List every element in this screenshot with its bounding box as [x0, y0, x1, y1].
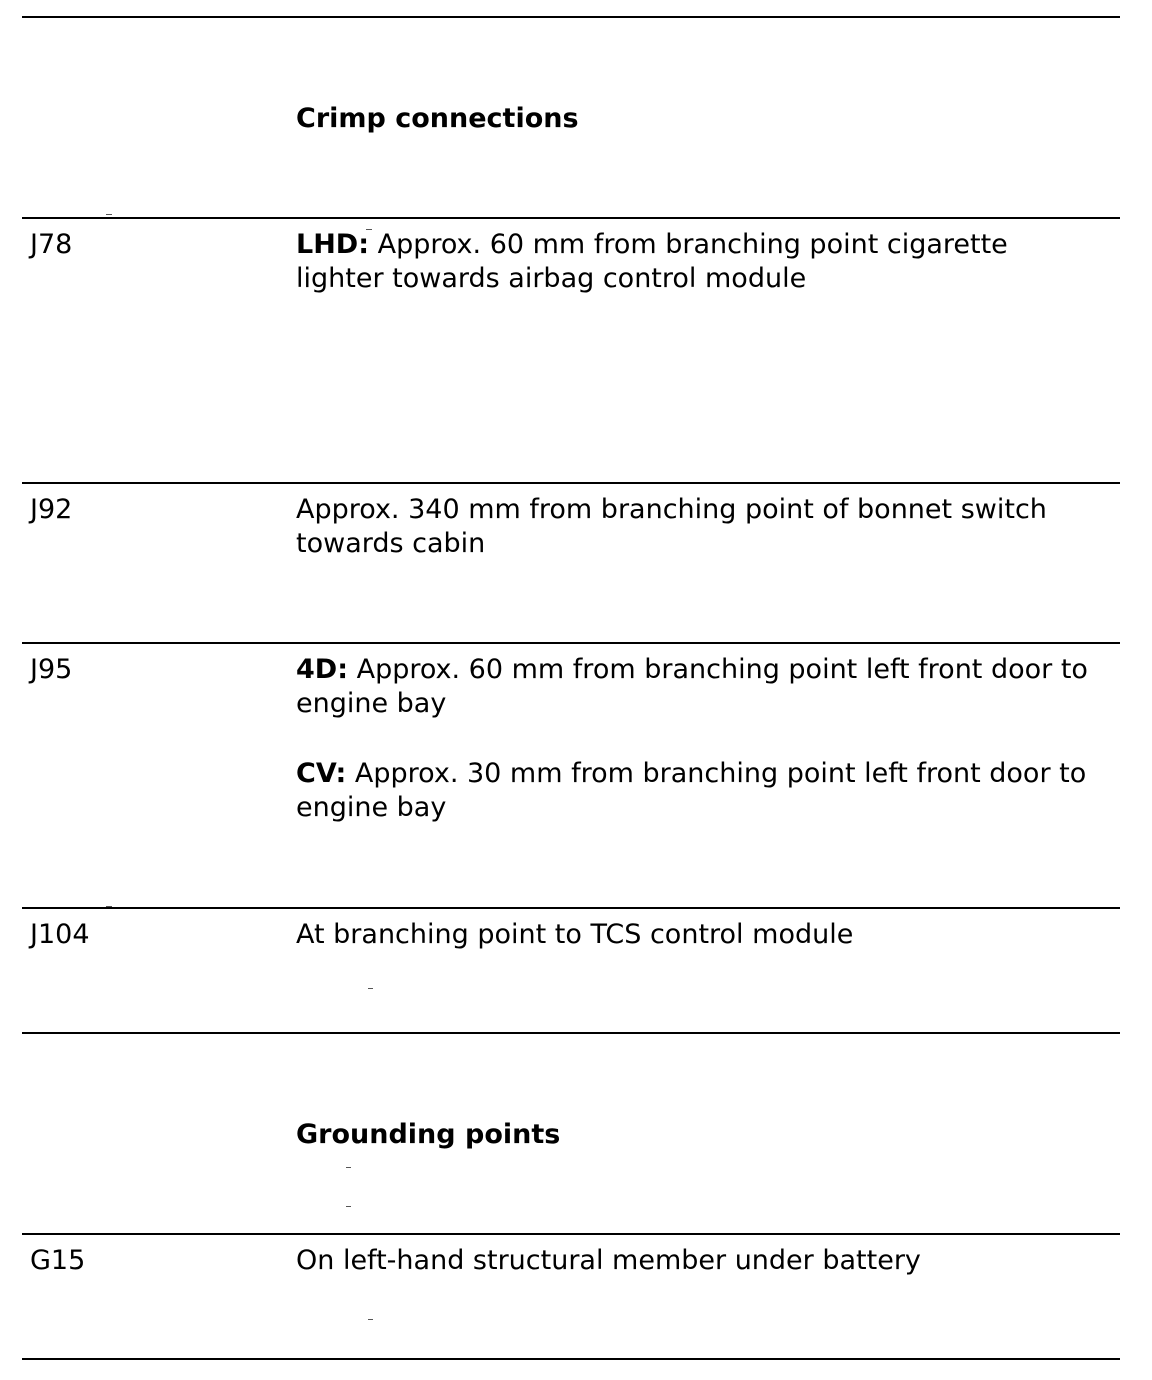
row-prefix-lhd: LHD:: [296, 229, 370, 260]
row-description-j104: [296, 918, 1096, 952]
row-code-j95: J95: [30, 654, 73, 685]
row-code-j104: J104: [30, 919, 90, 950]
row-text-j95-4d: Approx. 60 mm from branching point left front door to engine bay: [296, 654, 1088, 719]
row-code-j78: J78: [30, 229, 73, 260]
section-heading-grounding-points: Grounding points: [296, 1119, 561, 1150]
row-code-g15: G15: [30, 1245, 86, 1276]
row-text-j104: At branching point to TCS control module: [296, 919, 854, 950]
scan-artifact-mark: [106, 214, 112, 215]
row-text-j92: Approx. 340 mm from branching point of bonnet switch towards cabin: [296, 494, 1047, 559]
scan-artifact-mark: [106, 906, 112, 907]
row-description-j92: [296, 493, 1096, 561]
scan-artifact-mark: [368, 1319, 373, 1320]
row-code-j92: J92: [30, 494, 73, 525]
scan-artifact-mark: [346, 1167, 351, 1168]
table-rule: [22, 217, 1120, 219]
table-rule-top: [22, 16, 1120, 18]
table-rule-bottom: [22, 1358, 1120, 1360]
table-rule: [22, 482, 1120, 484]
scan-artifact-mark: [366, 229, 372, 230]
row-paragraph-cv: [296, 757, 1096, 825]
row-text-g15: On left-hand structural member under battery: [296, 1245, 921, 1276]
scan-artifact-mark: [346, 1206, 351, 1207]
table-rule: [22, 907, 1120, 909]
row-text-j78: Approx. 60 mm from branching point cigarette lighter towards airbag control module: [296, 229, 1008, 294]
scan-artifact-mark: [368, 988, 373, 989]
table-rule: [22, 1032, 1120, 1034]
row-text-j95-cv: Approx. 30 mm from branching point left front door to engine bay: [296, 758, 1087, 823]
row-description-j78: [296, 228, 1096, 296]
table-rule: [22, 642, 1120, 644]
table-rule: [22, 1233, 1120, 1235]
section-heading-crimp-connections: Crimp connections: [296, 103, 579, 134]
row-paragraph-4d: [296, 653, 1096, 721]
row-description-g15: [296, 1244, 1096, 1278]
row-prefix-4d: 4D:: [296, 654, 348, 685]
row-description-j95: [296, 653, 1096, 825]
row-prefix-cv: CV:: [296, 758, 347, 789]
